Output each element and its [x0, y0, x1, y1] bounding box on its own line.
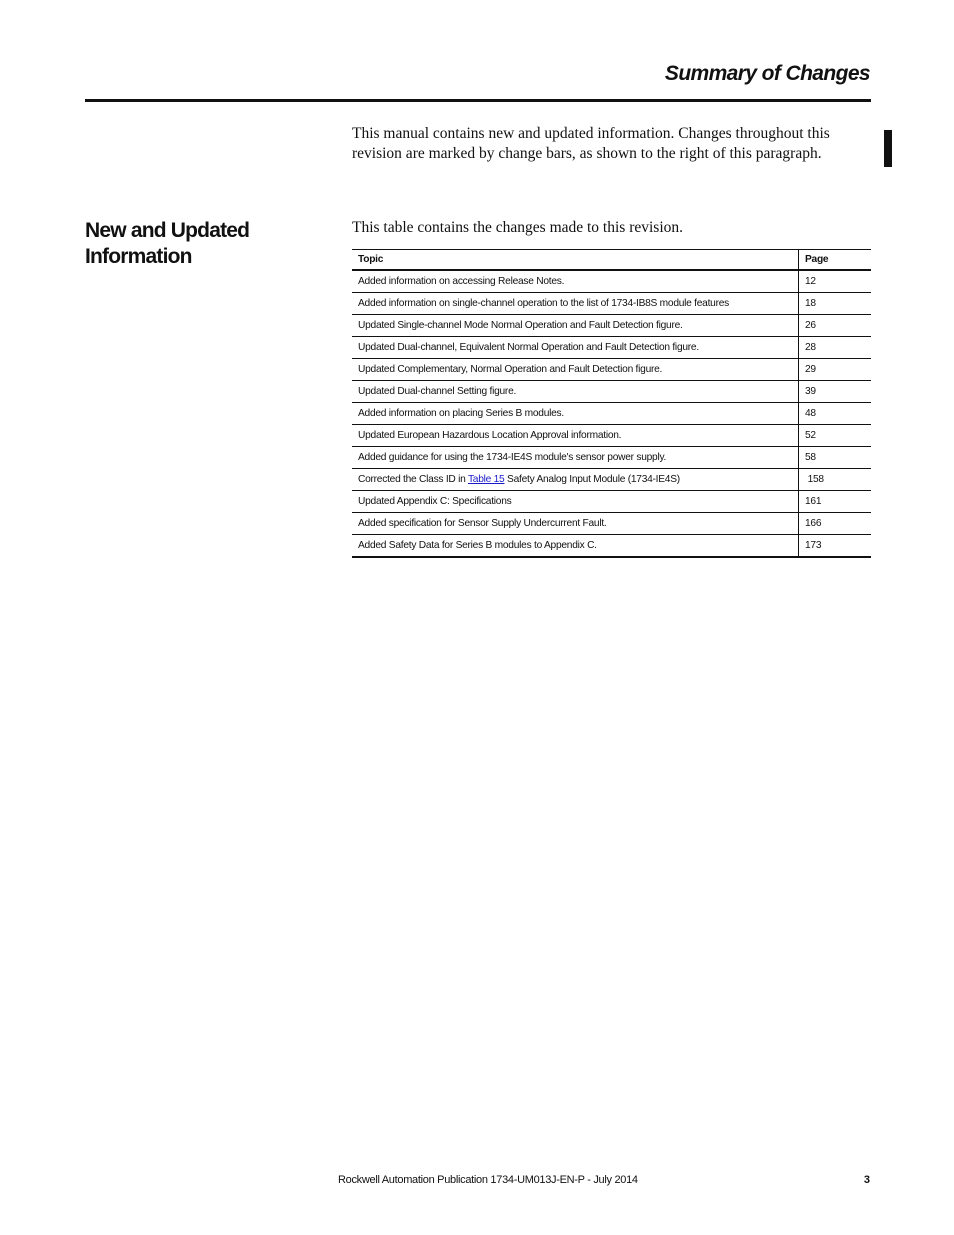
page-cell	[799, 469, 872, 491]
table-header-row	[352, 250, 871, 271]
topic-cell: Added Safety Data for Series B modules to Appendix C.	[352, 535, 799, 558]
table-row	[352, 270, 871, 293]
topic-cell: Added guidance for using the 1734-IE4S module's sensor power supply.	[352, 447, 799, 469]
page-number: 3	[863, 1174, 870, 1186]
table-row	[352, 293, 871, 315]
topic-cell: Updated European Hazardous Location Approval information.	[352, 425, 799, 447]
column-header-page: Page	[799, 250, 872, 271]
page-cell: 173	[799, 535, 872, 558]
footer-publication: Rockwell Automation Publication 1734-UM013J-EN-P - July 2014	[338, 1174, 638, 1186]
topic-cell: Added information on placing Series B modules.	[352, 403, 799, 425]
column-header-topic: Topic	[352, 250, 799, 271]
page-cell: 18	[799, 293, 872, 315]
table-row	[352, 491, 871, 513]
change-bar	[884, 130, 892, 167]
page-value: 158	[807, 474, 824, 485]
table-row	[352, 337, 871, 359]
topic-text-after-link: Safety Analog Input Module (1734-IE4S)	[504, 474, 680, 485]
page-cell: 161	[799, 491, 872, 513]
section-heading: New and Updated Information	[85, 219, 250, 268]
topic-cell: Updated Complementary, Normal Operation and Fault Detection figure.	[352, 359, 799, 381]
page-cell: 39	[799, 381, 872, 403]
page-cell: 28	[799, 337, 872, 359]
topic-text-before-link: Corrected the Class ID in	[358, 474, 468, 485]
table-row	[352, 535, 871, 558]
topic-cell: Updated Appendix C: Specifications	[352, 491, 799, 513]
page-cell: 29	[799, 359, 872, 381]
intro-paragraph: This manual contains new and updated information. Changes throughout this revision are marked by change bars, as shown to the right of this paragraph.	[352, 125, 830, 162]
topic-cell: Updated Dual-channel, Equivalent Normal Operation and Fault Detection figure.	[352, 337, 799, 359]
table-row	[352, 381, 871, 403]
table-row	[352, 513, 871, 535]
page-cell: 52	[799, 425, 872, 447]
topic-cell: Updated Dual-channel Setting figure.	[352, 381, 799, 403]
topic-cell: Added information on accessing Release Notes.	[352, 270, 799, 293]
topic-cell: Added information on single-channel operation to the list of 1734-IB8S module features	[352, 293, 799, 315]
table-row	[352, 315, 871, 337]
table-row	[352, 469, 871, 491]
table-row	[352, 403, 871, 425]
page-cell: 26	[799, 315, 872, 337]
table-row	[352, 447, 871, 469]
topic-cell: Updated Single-channel Mode Normal Operation and Fault Detection figure.	[352, 315, 799, 337]
table-row	[352, 425, 871, 447]
page-cell: 166	[799, 513, 872, 535]
table-row	[352, 359, 871, 381]
page-cell: 12	[799, 270, 872, 293]
page-cell: 48	[799, 403, 872, 425]
topic-cell	[352, 469, 799, 491]
table-caption: This table contains the changes made to this revision.	[352, 219, 684, 236]
topic-cell: Added specification for Sensor Supply Undercurrent Fault.	[352, 513, 799, 535]
page-title: Summary of Changes	[664, 62, 870, 85]
table-15-link[interactable]: Table 15	[467, 474, 505, 485]
changes-table	[352, 249, 871, 558]
title-rule	[85, 99, 871, 102]
page-cell: 58	[799, 447, 872, 469]
